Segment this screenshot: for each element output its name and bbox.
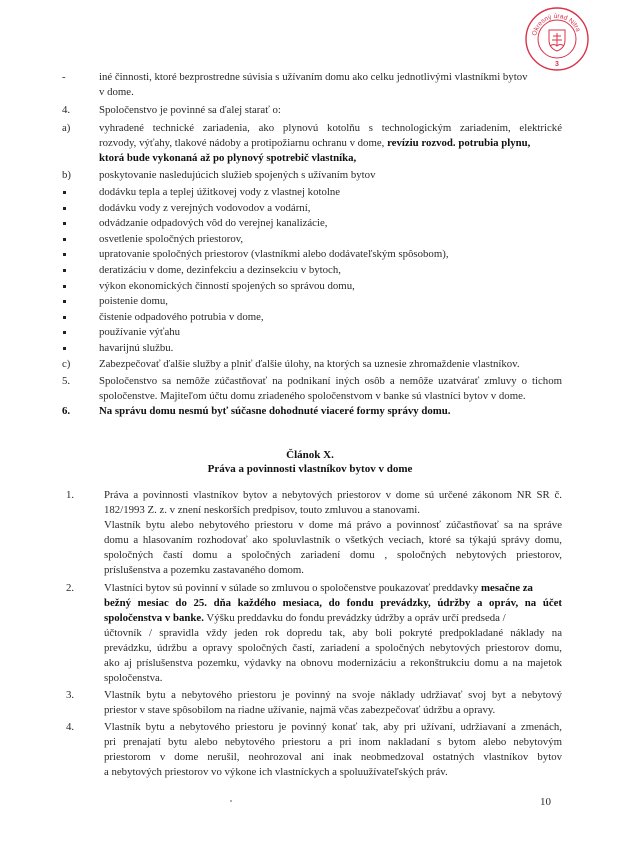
item-a-line-bold: ktorá bude vykonaná až po plynový spotrebič vlastníka,: [99, 152, 357, 164]
section-2-text: Vlastníci bytov sú povinní v súlade so zmluvou o spoločenstve poukazovať preddavky: [104, 582, 479, 594]
item-b: poskytovanie nasledujúcich služieb spojených s užívaním bytov: [99, 169, 376, 181]
bullet-marker: [63, 191, 66, 194]
item-letter: b): [62, 169, 71, 181]
section-2-bold: spoločenstva v banke.: [104, 612, 204, 624]
section-2-bold: mesačne za: [481, 582, 533, 594]
section-4-line: priestorom v dome nerušil, neohrozoval ani inak neobmedzoval ostatných vlastníkov bytov: [104, 751, 562, 763]
section-2-line: ako aj príslušenstva pozemku, výdavky na obnovu modernizáciu a rekonštrukciu domu a na majetok: [104, 657, 562, 669]
paragraph-6: Na správu domu nesmú byť súčasne dohodnuté viaceré formy správy domu.: [99, 405, 451, 417]
item-letter: c): [62, 358, 71, 370]
service-list-item: výkon ekonomických činností spojených so správou domu,: [99, 280, 355, 292]
section-2-line-bold: bežný mesiac do 25. dňa každého mesiaca, do fondu prevádzky, údržby a opráv, na účet: [104, 597, 562, 609]
section-4-line: pri prenajatí bytu alebo nebytového priestoru a pri inom nakladaní s bytom alebo nebytovým: [104, 736, 562, 748]
section-1-line: 182/1993 Z. z. v znení neskorších predpisov, touto zmluvou a stanovami.: [104, 504, 420, 516]
section-number: 1.: [66, 489, 75, 501]
bullet-marker: [63, 253, 66, 256]
item-number: 5.: [62, 375, 71, 387]
paragraph-5-line: Spoločenstvo sa nemôže zúčastňovať na podnikaní iných osôb a nemôže uzatvárať zmluvy o tichom: [99, 375, 562, 387]
service-list-item: upratovanie spoločných priestorov (vlastníkmi alebo dodávateľským spôsobom),: [99, 248, 449, 260]
item-a-line: [99, 137, 530, 150]
page-number: 10: [540, 796, 551, 808]
item-letter: a): [62, 122, 71, 134]
bullet-marker: [63, 269, 66, 272]
service-list-item: čistenie odpadového potrubia v dome,: [99, 311, 264, 323]
bullet-marker: [63, 300, 66, 303]
section-1-line: domu a hlasovaním rozhodovať ako spoluvlastník o všetkých veciach, ktoré sa týkajú správy domu,: [104, 534, 562, 546]
service-list-item: dodávku tepla a teplej úžitkovej vody z vlastnej kotolne: [99, 186, 341, 198]
section-number: 2.: [66, 582, 75, 594]
section-4-line: Vlastník bytu a nebytového priestoru je povinný konať tak, aby pri užívaní, udržiavaní a zmenách,: [104, 721, 562, 733]
bullet-marker: [63, 331, 66, 334]
stamp-number: 3: [555, 61, 559, 68]
service-list-item: havarijnú službu.: [99, 342, 174, 354]
paragraph-4: Spoločenstvo je povinné sa ďalej starať o:: [99, 104, 281, 116]
dash-marker: -: [62, 71, 66, 83]
paragraph-5-line: spoločenstve. Majiteľom účtu domu zriadeného spoločenstvom v banke sú vlastníci bytov v dome.: [99, 390, 526, 402]
section-2-line: [104, 582, 533, 595]
service-list-item: používanie výťahu: [99, 326, 181, 338]
scan-speck: [230, 800, 232, 802]
item-number: 6.: [62, 405, 71, 417]
item-c: Zabezpečovať ďalšie služby a plniť ďalšie úlohy, na ktorých sa uznesie zhromaždenie vlastníkov.: [99, 358, 520, 370]
bullet-marker: [63, 347, 66, 350]
bullet-marker: [63, 222, 66, 225]
item-a-text: rozvody, výťahy, tlakové nádoby a protipožiarnu ochranu v dome,: [99, 137, 385, 149]
section-4-line: a nebytových priestorov vo výkone ich vlastníckych a spoluužívateľských práv.: [104, 766, 448, 778]
section-1-line: Vlastník bytu alebo nebytového priestoru v dome má právo a povinnosť zúčastňovať sa na správe: [104, 519, 562, 531]
bullet-marker: [63, 238, 66, 241]
section-2-text: Výšku preddavku do fondu prevádzky údržby a opráv určí predseda /: [206, 612, 506, 624]
bullet-marker: [63, 207, 66, 210]
dash-item-line: iné činnosti, ktoré bezprostredne súvisia s užívaním domu ako celku jednotlivými vlastníkmi bytov: [99, 71, 528, 83]
official-stamp-icon: [524, 6, 590, 72]
section-3-line: priestor v stave spôsobilom na riadne užívanie, najmä včas zabezpečovať údržbu a opravy.: [104, 704, 496, 716]
section-number: 3.: [66, 689, 75, 701]
article-heading: Článok X.: [286, 449, 334, 461]
section-2-line: [104, 612, 506, 625]
service-list-item: deratizáciu v dome, dezinfekciu a dezinsekciu v bytoch,: [99, 264, 341, 276]
section-number: 4.: [66, 721, 75, 733]
section-1-line: spoločných častí domu a spoločných zariadení domu , spoločných nebytových priestorov,: [104, 549, 562, 561]
dash-item-line: v dome.: [99, 86, 134, 98]
bullet-marker: [63, 285, 66, 288]
svg-text:Okresný úrad Nitra: Okresný úrad Nitra: [531, 12, 582, 37]
section-1-line: Práva a povinnosti vlastníkov bytov a nebytových priestorov v dome sú určené zákonom NR SR č.: [104, 489, 562, 501]
service-list-item: osvetlenie spoločných priestorov,: [99, 233, 244, 245]
section-2-line: spoločenstva.: [104, 672, 163, 684]
item-a-bold: revíziu rozvod. potrubia plynu,: [387, 137, 531, 149]
service-list-item: poistenie domu,: [99, 295, 168, 307]
item-number: 4.: [62, 104, 71, 116]
section-1-line: príslušenstva a pozemku zastavaného domom.: [104, 564, 304, 576]
service-list-item: dodávku vody z verejných vodovodov a vodární,: [99, 202, 311, 214]
article-subheading: Práva a povinnosti vlastníkov bytov v dome: [207, 463, 413, 475]
section-3-line: Vlastník bytu a nebytového priestoru je povinný na svoje náklady udržiavať svoj byt a nebytový: [104, 689, 562, 701]
section-2-line: prevádzku, údržbu a opravy spoločných častí, zariadení a spoločných nebytových priestorov domu,: [104, 642, 562, 654]
item-a-line: vyhradené technické zariadenia, ako plynovú kotolňu s technologickým zariadením, elektrické: [99, 122, 562, 134]
bullet-marker: [63, 316, 66, 319]
service-list-item: odvádzanie odpadových vôd do verejnej kanalizácie,: [99, 217, 328, 229]
section-2-line: účtovník / spravidla vždy jeden rok dopredu tak, aby boli pokryté predpokladané náklady na: [104, 627, 562, 639]
